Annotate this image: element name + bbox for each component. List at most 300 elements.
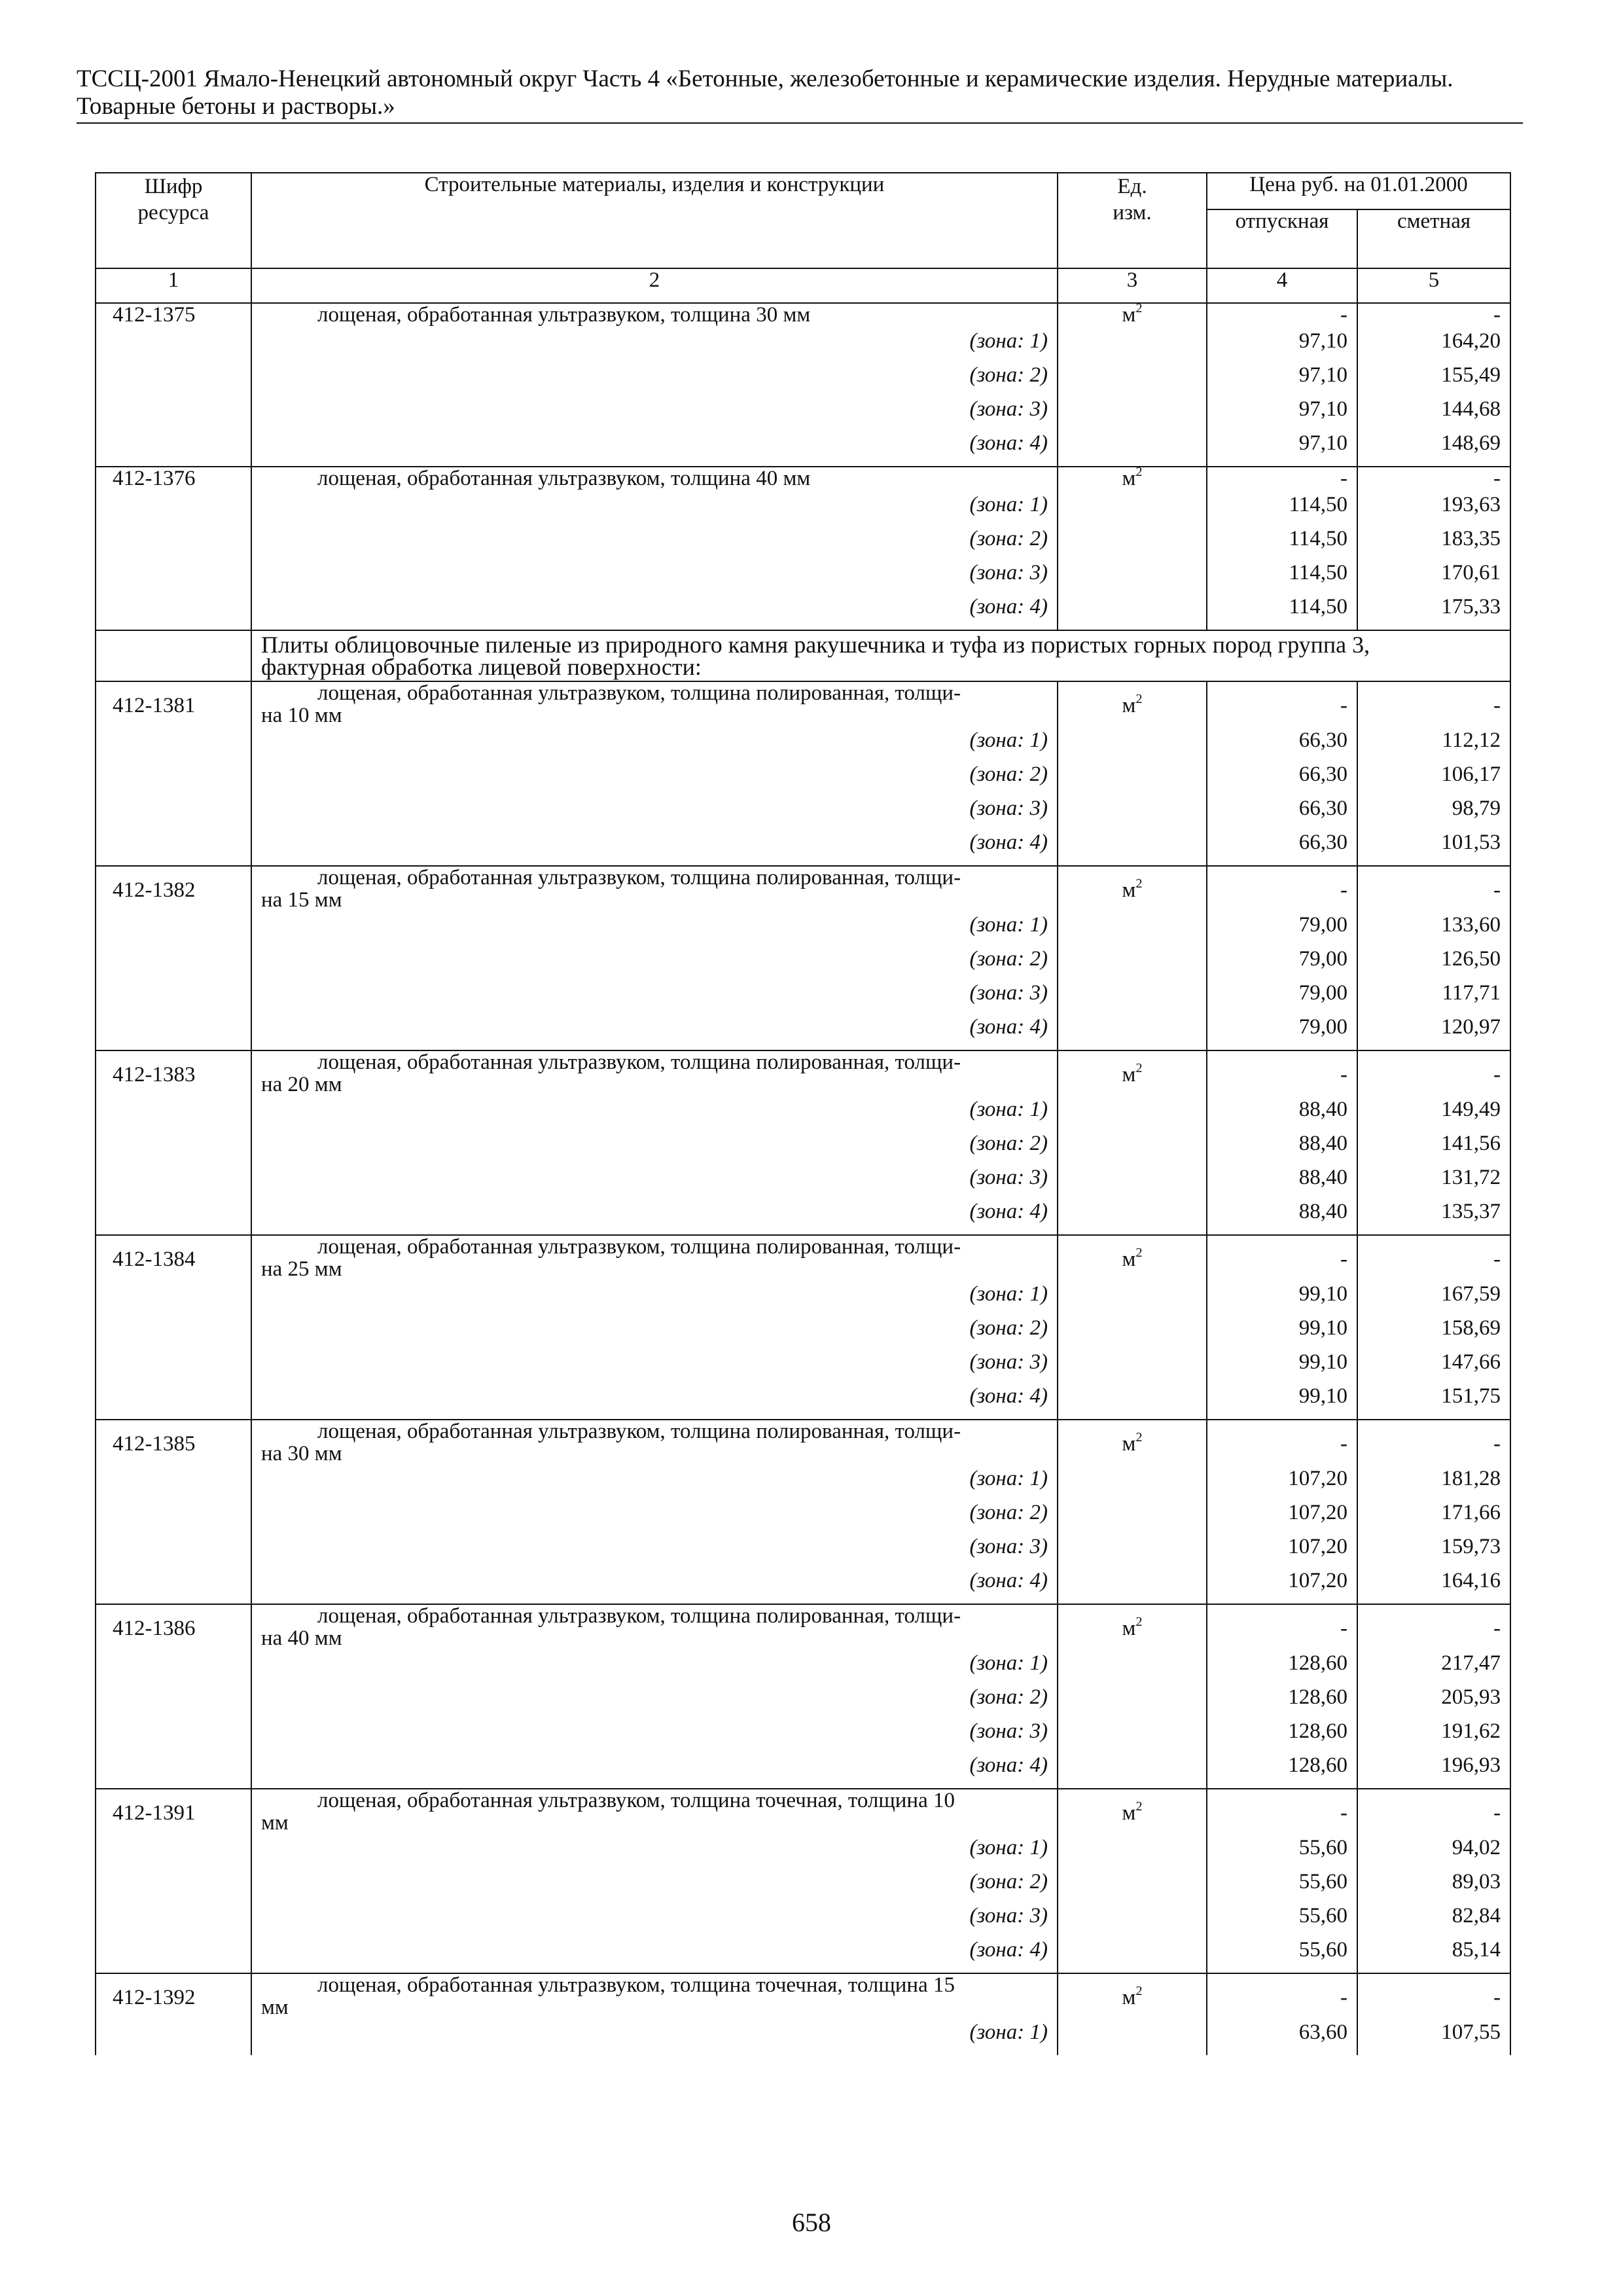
empty-cell <box>1058 797 1207 831</box>
zone-release-price: 79,00 <box>1207 982 1357 1016</box>
zone-release-price: 79,00 <box>1207 1016 1357 1050</box>
resource-name <box>251 866 1058 914</box>
zone-row <box>96 948 1510 982</box>
empty-cell <box>96 982 251 1016</box>
empty-cell <box>96 1166 251 1200</box>
resource-name <box>251 303 1058 330</box>
empty-cell <box>1058 1871 1207 1905</box>
unit-cell <box>1058 467 1207 493</box>
resource-code: 412-1381 <box>96 681 251 729</box>
zone-release-price: 55,60 <box>1207 1871 1357 1905</box>
group-heading-row <box>96 630 1510 681</box>
zone-estimate-price: 89,03 <box>1357 1871 1510 1905</box>
zone-row <box>96 1385 1510 1420</box>
zone-estimate-price: 181,28 <box>1357 1467 1510 1501</box>
zone-label: (зона: 3) <box>251 398 1058 432</box>
zone-row <box>96 729 1510 763</box>
zone-row <box>96 1939 1510 1973</box>
empty-cell <box>96 432 251 467</box>
resource-name-line-1: лощеная, обработанная ультразвуком, толщина полированная, толщи- <box>317 681 961 705</box>
empty-cell <box>1058 1016 1207 1050</box>
zone-release-price: 55,60 <box>1207 1837 1357 1871</box>
empty-cell <box>96 2021 251 2055</box>
zone-estimate-price: 196,93 <box>1357 1754 1510 1789</box>
page-number: 658 <box>792 2208 831 2237</box>
resource-name-line-1: лощеная, обработанная ультразвуком, толщина 40 мм <box>317 467 811 490</box>
zone-release-price: 88,40 <box>1207 1166 1357 1200</box>
unit-m: м <box>1122 1063 1136 1086</box>
empty-cell <box>1058 831 1207 866</box>
resource-code: 412-1386 <box>96 1604 251 1652</box>
zone-estimate-price: 167,59 <box>1357 1283 1510 1317</box>
empty-cell <box>96 1467 251 1501</box>
zone-label: (зона: 2) <box>251 1871 1058 1905</box>
zone-release-price: 114,50 <box>1207 493 1357 528</box>
zone-label: (зона: 2) <box>251 1132 1058 1166</box>
unit-cell <box>1058 1973 1207 2021</box>
zone-row <box>96 797 1510 831</box>
zone-release-price: 99,10 <box>1207 1351 1357 1385</box>
resource-code: 412-1385 <box>96 1420 251 1467</box>
zone-label: (зона: 1) <box>251 1652 1058 1686</box>
unit-m: м <box>1122 467 1136 490</box>
table-row <box>96 1420 1510 1467</box>
empty-cell <box>1058 729 1207 763</box>
resource-name-line-1: лощеная, обработанная ультразвуком, толщина полированная, толщи- <box>317 1235 961 1259</box>
zone-label: (зона: 2) <box>251 364 1058 398</box>
empty-cell <box>96 1283 251 1317</box>
zone-estimate-price: 131,72 <box>1357 1166 1510 1200</box>
zone-release-price: 97,10 <box>1207 432 1357 467</box>
empty-cell <box>96 797 251 831</box>
empty-cell <box>96 562 251 596</box>
zone-estimate-price: 193,63 <box>1357 493 1510 528</box>
empty-cell <box>96 493 251 528</box>
resource-code: 412-1391 <box>96 1789 251 1837</box>
zone-label: (зона: 1) <box>251 729 1058 763</box>
resource-name-line-2: мм <box>261 1811 289 1835</box>
zone-label: (зона: 3) <box>251 1720 1058 1754</box>
empty-cell <box>1058 493 1207 528</box>
empty-cell <box>96 1652 251 1686</box>
zone-label: (зона: 4) <box>251 1754 1058 1789</box>
empty-cell <box>1058 1351 1207 1385</box>
unit-cell <box>1058 1050 1207 1098</box>
unit-m: м <box>1122 1986 1136 2009</box>
unit-exponent: 2 <box>1135 465 1143 479</box>
zone-estimate-price: 155,49 <box>1357 364 1510 398</box>
col-header-code: Шифр ресурса <box>96 173 251 268</box>
empty-cell <box>96 1686 251 1720</box>
table-row <box>96 866 1510 914</box>
table-row <box>96 1973 1510 2021</box>
zone-release-price: 79,00 <box>1207 948 1357 982</box>
resource-name-line-2: на 10 мм <box>261 704 342 727</box>
col-number-3: 3 <box>1058 268 1207 303</box>
empty-cell <box>96 630 251 681</box>
unit-exponent: 2 <box>1135 692 1143 706</box>
zone-row <box>96 364 1510 398</box>
zone-row <box>96 831 1510 866</box>
release-price: - <box>1207 1235 1357 1283</box>
zone-label: (зона: 4) <box>251 1570 1058 1604</box>
empty-cell <box>96 1016 251 1050</box>
resource-name-line-1: лощеная, обработанная ультразвуком, толщина точечная, толщина 15 <box>317 1973 955 1997</box>
zone-label: (зона: 3) <box>251 797 1058 831</box>
header-line-2: Товарные бетоны и растворы.» <box>77 93 395 120</box>
zone-estimate-price: 164,20 <box>1357 330 1510 364</box>
zone-row <box>96 493 1510 528</box>
zone-row <box>96 1166 1510 1200</box>
zone-estimate-price: 191,62 <box>1357 1720 1510 1754</box>
release-price: - <box>1207 681 1357 729</box>
unit-m: м <box>1122 303 1136 327</box>
zone-row <box>96 1837 1510 1871</box>
empty-cell <box>96 1317 251 1351</box>
zone-release-price: 97,10 <box>1207 330 1357 364</box>
unit-m: м <box>1122 1247 1136 1271</box>
zone-row <box>96 1467 1510 1501</box>
table-row <box>96 467 1510 493</box>
zone-release-price: 88,40 <box>1207 1200 1357 1235</box>
unit-exponent: 2 <box>1135 1615 1143 1629</box>
empty-cell <box>1058 330 1207 364</box>
empty-cell <box>1058 1754 1207 1789</box>
resource-name-line-1: лощеная, обработанная ультразвуком, толщина полированная, толщи- <box>317 1420 961 1443</box>
zone-release-price: 97,10 <box>1207 398 1357 432</box>
zone-row <box>96 914 1510 948</box>
zone-row <box>96 596 1510 630</box>
empty-cell <box>96 1905 251 1939</box>
zone-label: (зона: 4) <box>251 1016 1058 1050</box>
zone-row <box>96 1754 1510 1789</box>
zone-label: (зона: 4) <box>251 1385 1058 1420</box>
table-row <box>96 1789 1510 1837</box>
unit-cell <box>1058 1235 1207 1283</box>
empty-cell <box>1058 1132 1207 1166</box>
zone-row <box>96 1871 1510 1905</box>
zone-label: (зона: 1) <box>251 1283 1058 1317</box>
zone-row <box>96 1501 1510 1535</box>
zone-label: (зона: 1) <box>251 493 1058 528</box>
zone-estimate-price: 217,47 <box>1357 1652 1510 1686</box>
resource-name-line-2: на 20 мм <box>261 1073 342 1096</box>
empty-cell <box>1058 2021 1207 2055</box>
estimate-price: - <box>1357 1235 1510 1283</box>
unit-m: м <box>1122 878 1136 902</box>
zone-estimate-price: 148,69 <box>1357 432 1510 467</box>
zone-release-price: 128,60 <box>1207 1686 1357 1720</box>
zone-estimate-price: 205,93 <box>1357 1686 1510 1720</box>
zone-label: (зона: 4) <box>251 596 1058 630</box>
zone-row <box>96 1905 1510 1939</box>
empty-cell <box>1058 1166 1207 1200</box>
empty-cell <box>1058 1837 1207 1871</box>
empty-cell <box>1058 1283 1207 1317</box>
zone-release-price: 55,60 <box>1207 1905 1357 1939</box>
empty-cell <box>96 948 251 982</box>
zone-label: (зона: 2) <box>251 1317 1058 1351</box>
unit-exponent: 2 <box>1135 1246 1143 1260</box>
empty-cell <box>96 1837 251 1871</box>
col-header-name: Строительные материалы, изделия и конструкции <box>251 173 1058 268</box>
zone-label: (зона: 2) <box>251 528 1058 562</box>
zone-row <box>96 1016 1510 1050</box>
zone-release-price: 66,30 <box>1207 729 1357 763</box>
unit-exponent: 2 <box>1135 1984 1143 1998</box>
empty-cell <box>1058 1385 1207 1420</box>
table-row <box>96 1604 1510 1652</box>
empty-cell <box>1058 1098 1207 1132</box>
zone-label: (зона: 3) <box>251 1351 1058 1385</box>
empty-cell <box>96 1098 251 1132</box>
col-number-1: 1 <box>96 268 251 303</box>
zone-release-price: 88,40 <box>1207 1098 1357 1132</box>
zone-label: (зона: 3) <box>251 1905 1058 1939</box>
zone-label: (зона: 1) <box>251 914 1058 948</box>
zone-estimate-price: 175,33 <box>1357 596 1510 630</box>
empty-cell <box>96 729 251 763</box>
zone-row <box>96 1720 1510 1754</box>
zone-row <box>96 528 1510 562</box>
zone-row <box>96 330 1510 364</box>
empty-cell <box>1058 1467 1207 1501</box>
col-number-5: 5 <box>1357 268 1510 303</box>
zone-estimate-price: 94,02 <box>1357 1837 1510 1871</box>
zone-row <box>96 398 1510 432</box>
zone-estimate-price: 126,50 <box>1357 948 1510 982</box>
unit-cell <box>1058 681 1207 729</box>
empty-cell <box>96 914 251 948</box>
empty-cell <box>96 763 251 797</box>
resource-name <box>251 1973 1058 2021</box>
zone-row <box>96 1317 1510 1351</box>
resource-name-line-2: на 40 мм <box>261 1626 342 1650</box>
resource-name <box>251 1235 1058 1283</box>
table-row <box>96 1235 1510 1283</box>
zone-estimate-price: 133,60 <box>1357 914 1510 948</box>
zone-row <box>96 1200 1510 1235</box>
empty-cell <box>1058 596 1207 630</box>
unit-cell <box>1058 1789 1207 1837</box>
zone-label: (зона: 1) <box>251 330 1058 364</box>
zone-label: (зона: 4) <box>251 1939 1058 1973</box>
resource-code: 412-1376 <box>96 467 251 493</box>
zone-row <box>96 1652 1510 1686</box>
estimate-price: - <box>1357 1050 1510 1098</box>
resource-name <box>251 681 1058 729</box>
empty-cell <box>1058 1570 1207 1604</box>
empty-cell <box>1058 1501 1207 1535</box>
release-price: - <box>1207 1789 1357 1837</box>
zone-label: (зона: 1) <box>251 1837 1058 1871</box>
zone-label: (зона: 1) <box>251 2021 1058 2055</box>
unit-exponent: 2 <box>1135 1061 1143 1075</box>
empty-cell <box>1058 982 1207 1016</box>
empty-cell <box>96 596 251 630</box>
col-header-release: отпускная <box>1207 209 1357 268</box>
zone-estimate-price: 85,14 <box>1357 1939 1510 1973</box>
zone-estimate-price: 170,61 <box>1357 562 1510 596</box>
unit-m: м <box>1122 694 1136 717</box>
empty-cell <box>96 1501 251 1535</box>
zone-release-price: 128,60 <box>1207 1652 1357 1686</box>
empty-cell <box>1058 763 1207 797</box>
empty-cell <box>1058 528 1207 562</box>
zone-label: (зона: 3) <box>251 562 1058 596</box>
zone-row <box>96 1535 1510 1570</box>
col-header-estimate: сметная <box>1357 209 1510 268</box>
zone-label: (зона: 1) <box>251 1098 1058 1132</box>
unit-exponent: 2 <box>1135 301 1143 315</box>
empty-cell <box>96 831 251 866</box>
resource-name-line-1: лощеная, обработанная ультразвуком, толщина полированная, толщи- <box>317 1604 961 1628</box>
empty-cell <box>1058 1905 1207 1939</box>
empty-cell <box>96 1754 251 1789</box>
empty-cell <box>96 1535 251 1570</box>
estimate-price: - <box>1357 1789 1510 1837</box>
resource-name <box>251 1420 1058 1467</box>
col-number-2: 2 <box>251 268 1058 303</box>
zone-release-price: 99,10 <box>1207 1283 1357 1317</box>
empty-cell <box>1058 1939 1207 1973</box>
estimate-price: - <box>1357 467 1510 493</box>
zone-row <box>96 1132 1510 1166</box>
zone-estimate-price: 112,12 <box>1357 729 1510 763</box>
zone-release-price: 79,00 <box>1207 914 1357 948</box>
empty-cell <box>1058 1200 1207 1235</box>
zone-row <box>96 1098 1510 1132</box>
col-number-4: 4 <box>1207 268 1357 303</box>
zone-row <box>96 1570 1510 1604</box>
empty-cell <box>1058 948 1207 982</box>
zone-label: (зона: 3) <box>251 1535 1058 1570</box>
empty-cell <box>96 1720 251 1754</box>
empty-cell <box>96 1351 251 1385</box>
zone-release-price: 128,60 <box>1207 1754 1357 1789</box>
zone-row <box>96 2021 1510 2055</box>
release-price: - <box>1207 467 1357 493</box>
zone-label: (зона: 3) <box>251 982 1058 1016</box>
resource-name-line-1: лощеная, обработанная ультразвуком, толщина полированная, толщи- <box>317 866 961 889</box>
zone-label: (зона: 2) <box>251 1501 1058 1535</box>
empty-cell <box>1058 914 1207 948</box>
zone-release-price: 114,50 <box>1207 562 1357 596</box>
header-line-1: ТССЦ-2001 Ямало-Ненецкий автономный округ Часть 4 «Бетонные, железобетонные и керамические изделия. Нерудные материалы. <box>77 65 1454 92</box>
estimate-price: - <box>1357 1420 1510 1467</box>
resource-code: 412-1384 <box>96 1235 251 1283</box>
zone-estimate-price: 106,17 <box>1357 763 1510 797</box>
zone-estimate-price: 147,66 <box>1357 1351 1510 1385</box>
col-header-unit: Ед. изм. <box>1058 173 1207 268</box>
empty-cell <box>96 1570 251 1604</box>
estimate-price: - <box>1357 1973 1510 2021</box>
header-rule <box>77 122 1523 124</box>
zone-label: (зона: 2) <box>251 1686 1058 1720</box>
zone-label: (зона: 2) <box>251 948 1058 982</box>
zone-release-price: 66,30 <box>1207 831 1357 866</box>
resource-name <box>251 1604 1058 1652</box>
zone-release-price: 128,60 <box>1207 1720 1357 1754</box>
zone-row <box>96 1351 1510 1385</box>
empty-cell <box>96 1385 251 1420</box>
unit-cell <box>1058 303 1207 330</box>
zone-estimate-price: 151,75 <box>1357 1385 1510 1420</box>
release-price: - <box>1207 1050 1357 1098</box>
empty-cell <box>96 1871 251 1905</box>
empty-cell <box>96 1200 251 1235</box>
zone-release-price: 63,60 <box>1207 2021 1357 2055</box>
zone-estimate-price: 82,84 <box>1357 1905 1510 1939</box>
zone-label: (зона: 3) <box>251 1166 1058 1200</box>
zone-row <box>96 763 1510 797</box>
zone-estimate-price: 117,71 <box>1357 982 1510 1016</box>
zone-row <box>96 982 1510 1016</box>
resource-code: 412-1382 <box>96 866 251 914</box>
zone-label: (зона: 4) <box>251 1200 1058 1235</box>
release-price: - <box>1207 1604 1357 1652</box>
page-header <box>77 65 1523 120</box>
resource-name <box>251 467 1058 493</box>
zone-estimate-price: 141,56 <box>1357 1132 1510 1166</box>
zone-row <box>96 1283 1510 1317</box>
empty-cell <box>1058 398 1207 432</box>
zone-label: (зона: 2) <box>251 763 1058 797</box>
zone-estimate-price: 158,69 <box>1357 1317 1510 1351</box>
zone-label: (зона: 4) <box>251 831 1058 866</box>
empty-cell <box>1058 1317 1207 1351</box>
empty-cell <box>1058 1686 1207 1720</box>
empty-cell <box>1058 1652 1207 1686</box>
resource-code: 412-1375 <box>96 303 251 330</box>
zone-estimate-price: 164,16 <box>1357 1570 1510 1604</box>
table-row <box>96 1050 1510 1098</box>
zone-release-price: 99,10 <box>1207 1385 1357 1420</box>
empty-cell <box>96 528 251 562</box>
resource-name-line-2: на 25 мм <box>261 1257 342 1281</box>
zone-label: (зона: 4) <box>251 432 1058 467</box>
table-row <box>96 681 1510 729</box>
empty-cell <box>96 364 251 398</box>
empty-cell <box>1058 1535 1207 1570</box>
resource-name-line-2: мм <box>261 1996 289 2019</box>
zone-row <box>96 562 1510 596</box>
group-heading: Плиты облицовочные пиленые из природного камня ракушечника и туфа из пористых горных пород группа 3, фактурная обработка лицевой поверхности: <box>251 630 1510 681</box>
release-price: - <box>1207 1973 1357 2021</box>
zone-release-price: 114,50 <box>1207 596 1357 630</box>
unit-exponent: 2 <box>1135 1799 1143 1814</box>
empty-cell <box>1058 1720 1207 1754</box>
zone-estimate-price: 98,79 <box>1357 797 1510 831</box>
empty-cell <box>96 1939 251 1973</box>
estimate-price: - <box>1357 1604 1510 1652</box>
resource-name <box>251 1050 1058 1098</box>
zone-estimate-price: 149,49 <box>1357 1098 1510 1132</box>
resource-code: 412-1383 <box>96 1050 251 1098</box>
empty-cell <box>1058 432 1207 467</box>
resource-name-line-1: лощеная, обработанная ультразвуком, толщина 30 мм <box>317 303 811 327</box>
zone-estimate-price: 159,73 <box>1357 1535 1510 1570</box>
unit-m: м <box>1122 1432 1136 1456</box>
resource-name-line-1: лощеная, обработанная ультразвуком, толщина точечная, толщина 10 <box>317 1789 955 1812</box>
zone-release-price: 107,20 <box>1207 1501 1357 1535</box>
zone-estimate-price: 101,53 <box>1357 831 1510 866</box>
empty-cell <box>96 1132 251 1166</box>
zone-estimate-price: 144,68 <box>1357 398 1510 432</box>
zone-estimate-price: 135,37 <box>1357 1200 1510 1235</box>
release-price: - <box>1207 866 1357 914</box>
table-row <box>96 303 1510 330</box>
